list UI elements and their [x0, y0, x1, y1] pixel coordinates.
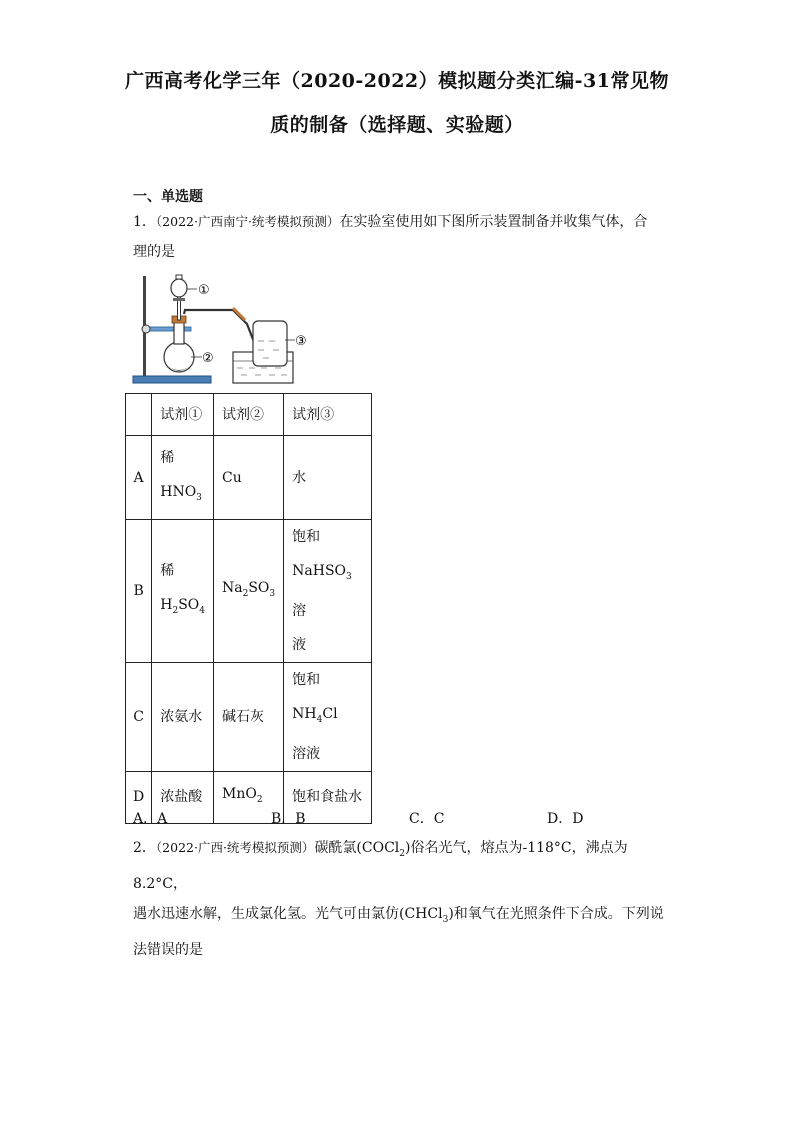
question-1-number: 1．: [133, 214, 156, 230]
question-1-text-a: 在实验室使用如下图所示装置制备并收集气体，合: [339, 214, 648, 230]
question-2-stem: 2．（2022·广西·统考模拟预测）碳酰氯(COCl$_2$)俗名光气，熔点为-118°C，沸点为 8.2°C， 遇水迅速水解，生成氯化氢。光气可由氯仿(CHCl$_3$)和氧气在光照条件下合成。下列说 法错误的是: [133, 840, 664, 958]
table-header-row: [126, 394, 372, 436]
header-blank: [126, 394, 152, 436]
option-c[interactable]: C．C: [409, 811, 445, 827]
row-label: B: [126, 520, 152, 663]
document-title-line2: 质的制备（选择题、实验题）: [270, 114, 524, 136]
cell-reagent-3: 饱和食盐水: [284, 771, 372, 823]
cell-reagent-3: 饱和$NH_4Cl$ 溶液: [284, 662, 372, 771]
reagent-table: [125, 393, 372, 824]
cell-reagent-3: 饱和 NaHSO$_3$溶 液: [284, 520, 372, 663]
row-label: A: [126, 436, 152, 520]
cell-reagent-3: 水: [284, 436, 372, 520]
question-2-number: 2．: [133, 840, 156, 856]
cell-reagent-2: Cu: [214, 436, 284, 520]
table-row-a: [126, 436, 372, 520]
label-reagent-1: ①: [198, 283, 210, 298]
cell-reagent-2: $Na_2SO_3$: [214, 520, 284, 663]
document-title-line1: 广西高考化学三年（2020-2022）模拟题分类汇编-31常见物: [125, 70, 669, 92]
cell-reagent-2: 碱石灰: [214, 662, 284, 771]
row-label: C: [126, 662, 152, 771]
label-reagent-3: ③: [295, 334, 307, 349]
apparatus-diagram: [125, 272, 325, 390]
option-a[interactable]: A．A: [133, 811, 168, 827]
header-reagent-3: 试剂③: [284, 394, 372, 436]
header-reagent-1: 试剂①: [152, 394, 214, 436]
option-d[interactable]: D．D: [547, 811, 584, 827]
cell-reagent-1: 浓氨水: [152, 662, 214, 771]
label-reagent-2: ②: [202, 351, 214, 366]
question-2-source: （2022·广西·统考模拟预测）: [155, 840, 315, 855]
section-heading: 一、单选题: [133, 189, 203, 205]
table-row-b: [126, 520, 372, 663]
question-1-text-b: 理的是: [133, 244, 175, 260]
table-row-c: [126, 662, 372, 771]
cell-reagent-2: MnO$_2$: [214, 771, 284, 823]
question-1-stem: [133, 207, 673, 267]
cell-reagent-1: 稀 $H_2SO_4$: [152, 520, 214, 663]
option-b[interactable]: B．B: [271, 811, 306, 827]
cell-reagent-1: 稀 $HNO_3$: [152, 436, 214, 520]
question-1-source: （2022·广西南宁·统考模拟预测）: [155, 214, 340, 229]
cell-reagent-1: 浓盐酸: [152, 771, 214, 823]
header-reagent-2: 试剂②: [214, 394, 284, 436]
row-label: D: [126, 771, 152, 823]
